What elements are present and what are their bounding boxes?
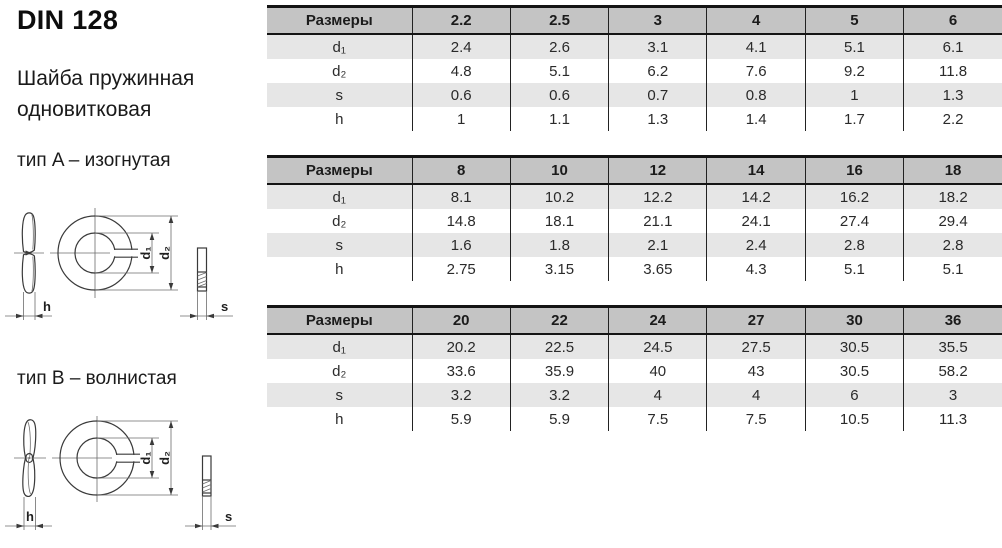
size-column-header: 2.2 (412, 7, 510, 35)
type-a-front-view (50, 208, 144, 298)
row-label: d₂ (267, 59, 412, 83)
value-cell: 0.7 (609, 83, 707, 107)
type-b-side-view (14, 420, 46, 497)
value-cell: 35.5 (904, 334, 1002, 359)
value-cell: 4.3 (707, 257, 805, 281)
value-cell: 2.6 (510, 34, 608, 59)
row-label: h (267, 107, 412, 131)
value-cell: 2.1 (609, 233, 707, 257)
h-dim-label: h (43, 299, 51, 314)
header-sizes-label: Размеры (267, 157, 412, 185)
value-cell: 2.75 (412, 257, 510, 281)
size-column-header: 5 (805, 7, 903, 35)
value-cell: 1 (412, 107, 510, 131)
row-label: d₁ (267, 334, 412, 359)
value-cell: 5.9 (510, 407, 608, 431)
d1-dim-label: d₁ (138, 451, 153, 465)
size-column-header: 6 (904, 7, 1002, 35)
table-row-s (267, 83, 1002, 107)
h-dimension (5, 292, 52, 320)
table-row-d1 (267, 34, 1002, 59)
value-cell: 27.5 (707, 334, 805, 359)
value-cell: 2.2 (904, 107, 1002, 131)
value-cell: 3.2 (510, 383, 608, 407)
type-b-front-view (52, 416, 144, 502)
type-a-side-view (14, 213, 44, 293)
value-cell: 6.2 (609, 59, 707, 83)
row-label: s (267, 83, 412, 107)
value-cell: 22.5 (510, 334, 608, 359)
value-cell: 4.8 (412, 59, 510, 83)
size-column-header: 30 (805, 307, 903, 335)
value-cell: 6.1 (904, 34, 1002, 59)
d1-dim-label: d₁ (138, 246, 153, 260)
value-cell: 2.4 (412, 34, 510, 59)
header-sizes-label: Размеры (267, 7, 412, 35)
s-dim-label: s (225, 509, 233, 524)
value-cell: 0.6 (510, 83, 608, 107)
size-column-header: 12 (609, 157, 707, 185)
header-sizes-label: Размеры (267, 307, 412, 335)
value-cell: 4.1 (707, 34, 805, 59)
h-dim-label: h (26, 509, 34, 524)
size-column-header: 36 (904, 307, 1002, 335)
subtitle-line-2: одновитковая (17, 98, 152, 121)
size-column-header: 16 (805, 157, 903, 185)
value-cell: 18.1 (510, 209, 608, 233)
value-cell: 14.2 (707, 184, 805, 209)
value-cell: 1.6 (412, 233, 510, 257)
value-cell: 7.6 (707, 59, 805, 83)
value-cell: 0.6 (412, 83, 510, 107)
value-cell: 3.2 (412, 383, 510, 407)
value-cell: 30.5 (805, 359, 903, 383)
table-row-s (267, 383, 1002, 407)
value-cell: 18.2 (904, 184, 1002, 209)
size-column-header: 4 (707, 7, 805, 35)
d2-dim-label: d₂ (157, 246, 172, 260)
value-cell: 10.2 (510, 184, 608, 209)
table-row-d1 (267, 334, 1002, 359)
value-cell: 4 (609, 383, 707, 407)
type-a-drawing (2, 196, 240, 332)
value-cell: 24.1 (707, 209, 805, 233)
value-cell: 5.1 (805, 257, 903, 281)
value-cell: 5.1 (904, 257, 1002, 281)
size-column-header: 10 (510, 157, 608, 185)
value-cell: 3.1 (609, 34, 707, 59)
value-cell: 29.4 (904, 209, 1002, 233)
value-cell: 1.3 (904, 83, 1002, 107)
tables-panel (267, 0, 1002, 548)
value-cell: 0.8 (707, 83, 805, 107)
table-header-row (267, 7, 1002, 35)
value-cell: 3.15 (510, 257, 608, 281)
value-cell: 5.1 (805, 34, 903, 59)
size-column-header: 14 (707, 157, 805, 185)
value-cell: 1.1 (510, 107, 608, 131)
value-cell: 4 (707, 383, 805, 407)
value-cell: 1.3 (609, 107, 707, 131)
dimension-table-large-sizes (267, 305, 1002, 431)
value-cell: 11.8 (904, 59, 1002, 83)
value-cell: 9.2 (805, 59, 903, 83)
row-label: d₂ (267, 209, 412, 233)
value-cell: 1 (805, 83, 903, 107)
row-label: d₁ (267, 184, 412, 209)
size-column-header: 24 (609, 307, 707, 335)
table-row-h (267, 257, 1002, 281)
table-row-d2 (267, 359, 1002, 383)
value-cell: 12.2 (609, 184, 707, 209)
table-header-row (267, 157, 1002, 185)
value-cell: 30.5 (805, 334, 903, 359)
dimension-table-small-sizes (267, 5, 1002, 131)
table-header-row (267, 307, 1002, 335)
value-cell: 2.8 (805, 233, 903, 257)
size-column-header: 8 (412, 157, 510, 185)
value-cell: 11.3 (904, 407, 1002, 431)
value-cell: 6 (805, 383, 903, 407)
table-row-d1 (267, 184, 1002, 209)
value-cell: 24.5 (609, 334, 707, 359)
value-cell: 20.2 (412, 334, 510, 359)
size-column-header: 2.5 (510, 7, 608, 35)
value-cell: 16.2 (805, 184, 903, 209)
value-cell: 33.6 (412, 359, 510, 383)
page-title: DIN 128 (17, 5, 119, 35)
type-a-label: тип A – изогнутая (17, 150, 171, 171)
value-cell: 40 (609, 359, 707, 383)
value-cell: 21.1 (609, 209, 707, 233)
value-cell: 43 (707, 359, 805, 383)
value-cell: 7.5 (609, 407, 707, 431)
value-cell: 5.1 (510, 59, 608, 83)
row-label: d₁ (267, 34, 412, 59)
value-cell: 5.9 (412, 407, 510, 431)
row-label: d₂ (267, 359, 412, 383)
value-cell: 1.7 (805, 107, 903, 131)
table-row-s (267, 233, 1002, 257)
size-column-header: 27 (707, 307, 805, 335)
page-subtitle (17, 63, 194, 125)
subtitle-line-1: Шайба пружинная (17, 67, 195, 90)
table-row-d2 (267, 209, 1002, 233)
value-cell: 14.8 (412, 209, 510, 233)
size-column-header: 22 (510, 307, 608, 335)
value-cell: 8.1 (412, 184, 510, 209)
value-cell: 1.8 (510, 233, 608, 257)
value-cell: 58.2 (904, 359, 1002, 383)
table-row-h (267, 107, 1002, 131)
type-b-label: тип B – волнистая (17, 368, 177, 389)
value-cell: 3 (904, 383, 1002, 407)
value-cell: 1.4 (707, 107, 805, 131)
row-label: h (267, 407, 412, 431)
table-row-d2 (267, 59, 1002, 83)
value-cell: 27.4 (805, 209, 903, 233)
value-cell: 7.5 (707, 407, 805, 431)
value-cell: 35.9 (510, 359, 608, 383)
value-cell: 3.65 (609, 257, 707, 281)
type-a-section-view (180, 248, 233, 320)
table-row-h (267, 407, 1002, 431)
row-label: h (267, 257, 412, 281)
size-column-header: 3 (609, 7, 707, 35)
size-column-header: 18 (904, 157, 1002, 185)
h-dimension (5, 497, 52, 530)
type-b-drawing (2, 416, 240, 548)
row-label: s (267, 383, 412, 407)
value-cell: 2.4 (707, 233, 805, 257)
type-b-section-view (185, 456, 236, 530)
value-cell: 10.5 (805, 407, 903, 431)
s-dim-label: s (221, 299, 229, 314)
row-label: s (267, 233, 412, 257)
size-column-header: 20 (412, 307, 510, 335)
value-cell: 2.8 (904, 233, 1002, 257)
dimension-table-medium-sizes (267, 155, 1002, 281)
d2-dim-label: d₂ (157, 451, 172, 465)
